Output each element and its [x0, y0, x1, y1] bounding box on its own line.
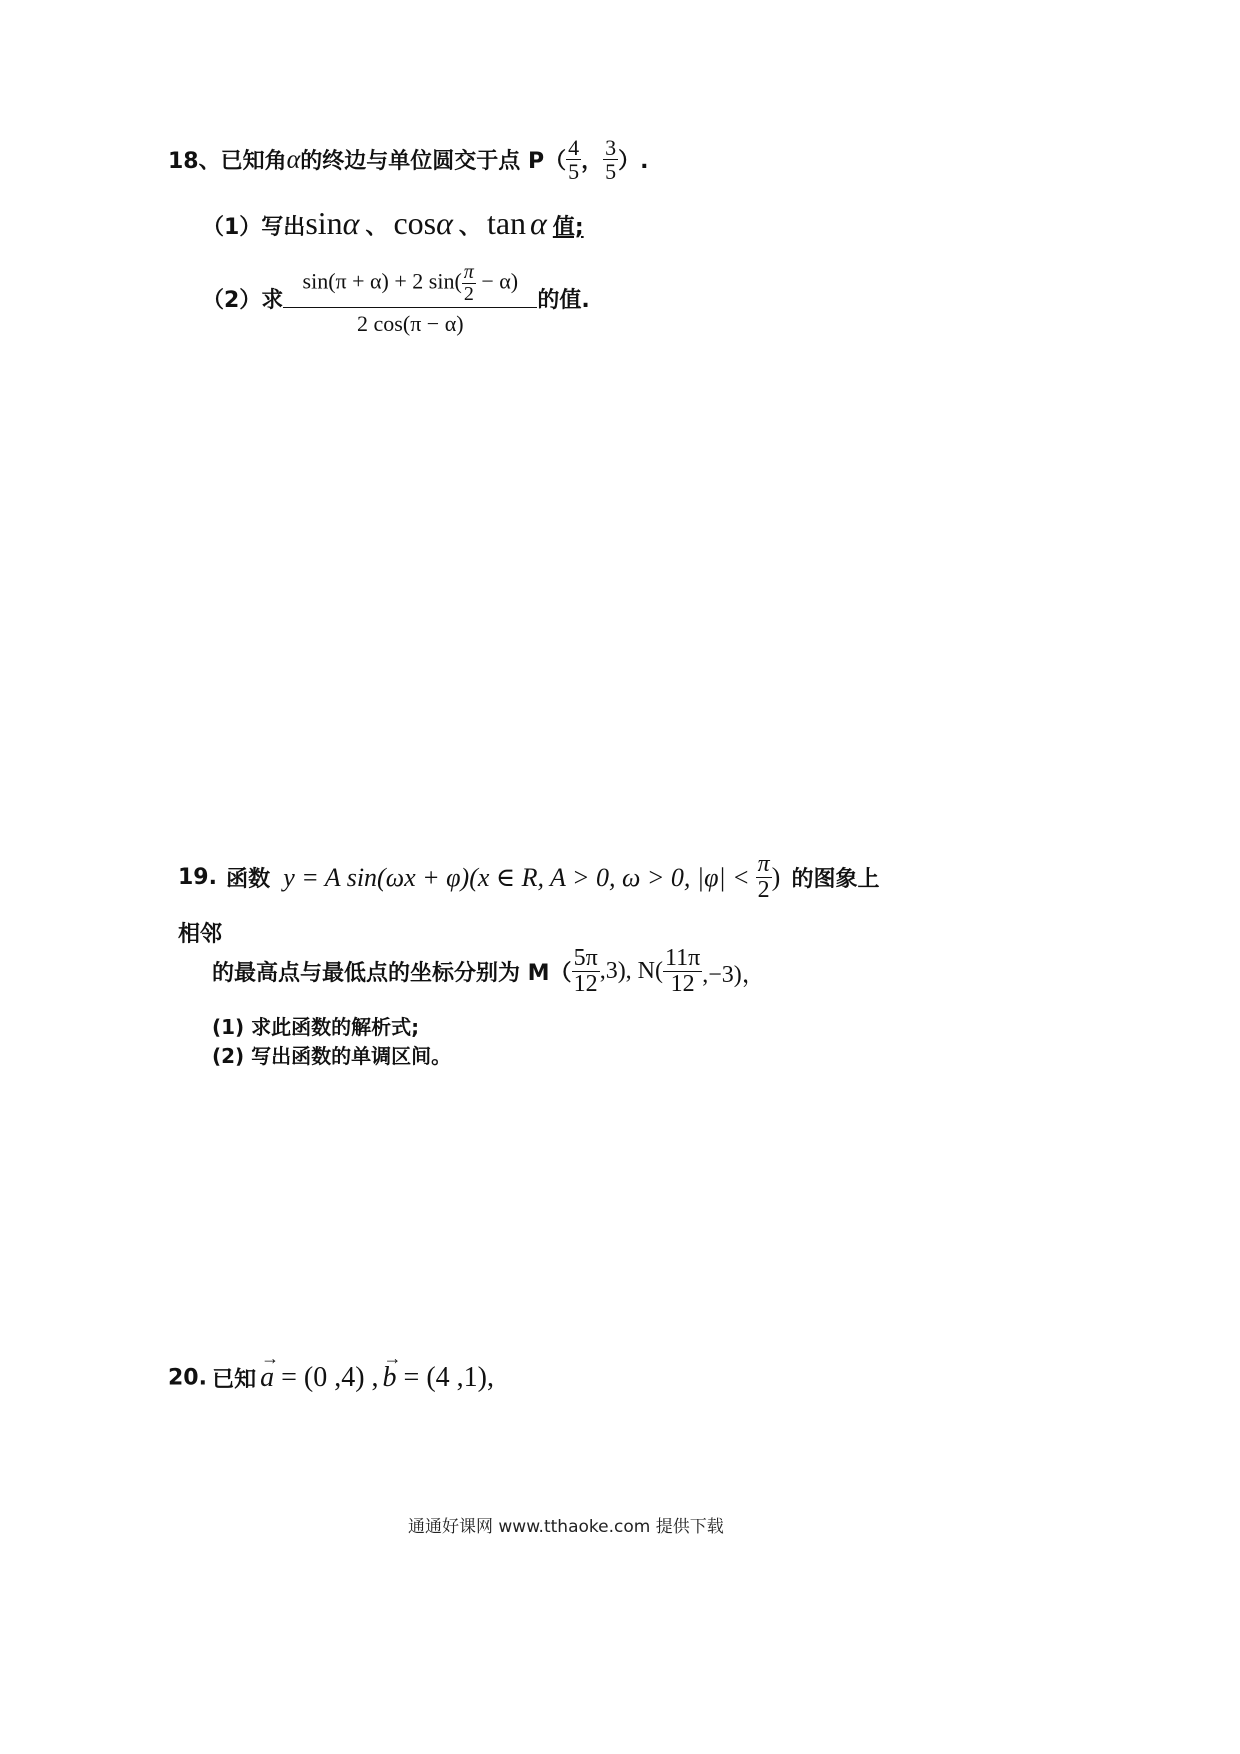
q18-py-den: 5	[605, 159, 617, 185]
q18-stem: 已知角	[220, 149, 287, 175]
q18-cos: cos	[393, 205, 437, 241]
q18-part2	[202, 262, 590, 360]
q18-expression-denominator: 2 cos(π − α)	[357, 311, 464, 336]
q19-n-den: 12	[670, 971, 695, 998]
question-20	[168, 1348, 494, 1412]
q19-two: 2	[757, 877, 770, 904]
q20-a: a	[260, 1362, 275, 1393]
q19-part2: (2) 写出函数的单调区间。	[212, 1044, 452, 1068]
q18-expression-fraction	[283, 262, 537, 335]
q18-py-num: 3	[605, 135, 617, 160]
q18-px-den: 5	[568, 159, 580, 185]
q20-b: b	[382, 1362, 397, 1393]
q19-n-rest: ,−3)，	[702, 962, 766, 989]
question-19	[178, 852, 879, 912]
q18-sin: sin	[305, 205, 343, 241]
q18-tan-alpha: α	[530, 205, 547, 241]
q18-pi: π	[463, 261, 474, 283]
q18-sep-1: 、	[365, 215, 388, 240]
q20-arrow-a-icon: →	[261, 1348, 280, 1368]
question-18	[168, 136, 648, 196]
q20-a-value: = (0 ,4) ,	[274, 1362, 379, 1393]
q18-py-fraction	[603, 136, 618, 183]
q18-num-part-a: sin(π + α) + 2 sin(	[302, 268, 462, 294]
q18-sin-alpha: α	[342, 205, 360, 241]
q18-px-num: 4	[568, 135, 580, 160]
q19-m-rest: ,3), N(	[599, 958, 664, 985]
q18-cos-alpha: α	[436, 205, 453, 241]
q19-part1: (1) 求此函数的解析式;	[212, 1015, 420, 1039]
q20-vector-a	[260, 1348, 280, 1394]
q18-part1-end: 值;	[552, 215, 584, 240]
q18-px-fraction	[566, 136, 581, 183]
q19-line-3	[212, 946, 766, 1006]
q18-part2-end: 的值.	[537, 288, 590, 314]
q19-n-num: 11π	[665, 945, 701, 971]
footer-text: 通通好课网 www.tthaoke.com 提供下载	[408, 1517, 724, 1537]
q18-num-part-b: − α)	[475, 268, 519, 294]
q18-comma: ，	[581, 149, 604, 175]
q18-part2-label: （2）求	[202, 288, 284, 314]
q18-number: 18、	[168, 149, 221, 175]
q20-b-value: = (4 ,1),	[396, 1362, 494, 1393]
q20-number: 20.	[168, 1365, 207, 1391]
q19-stem: 函数	[226, 867, 271, 893]
q19-formula-end: )	[771, 862, 781, 892]
q19-stem-2: 的图象上	[791, 867, 880, 893]
q18-part1-label: （1）写出	[202, 215, 306, 240]
q18-tan: tan	[486, 205, 527, 241]
q20-vector-b	[382, 1348, 402, 1394]
q19-m-num	[572, 946, 600, 972]
q19-line-2: 相邻	[178, 922, 223, 947]
q19-m-fraction	[572, 946, 600, 997]
q20-stem: 已知	[212, 1367, 257, 1393]
q19-pi: π	[757, 851, 770, 877]
q18-alpha: α	[286, 144, 301, 174]
q18-two: 2	[463, 283, 474, 305]
q18-part1	[202, 205, 584, 242]
q18-expression-numerator	[283, 262, 537, 308]
q18-stem-end: ）.	[618, 149, 649, 175]
q19-n-fraction	[663, 946, 702, 997]
q19-m-num-text: 5π	[573, 945, 598, 971]
q19-line-3-text: 的最高点与最低点的坐标分别为 M（	[212, 961, 572, 987]
q18-pi-over-2	[462, 262, 476, 305]
q19-m-den: 12	[573, 971, 598, 998]
q19-formula: y = A sin(ωx + φ)(x ∈ R, A > 0, ω > 0, |φ| <	[283, 862, 750, 892]
q19-pi-over-2	[756, 852, 772, 903]
q20-arrow-b-icon: →	[383, 1348, 402, 1368]
q19-number: 19.	[178, 865, 217, 891]
q18-stem-2: 的终边与单位圆交于点 P（	[300, 149, 567, 175]
q18-sep-2: 、	[458, 215, 481, 240]
